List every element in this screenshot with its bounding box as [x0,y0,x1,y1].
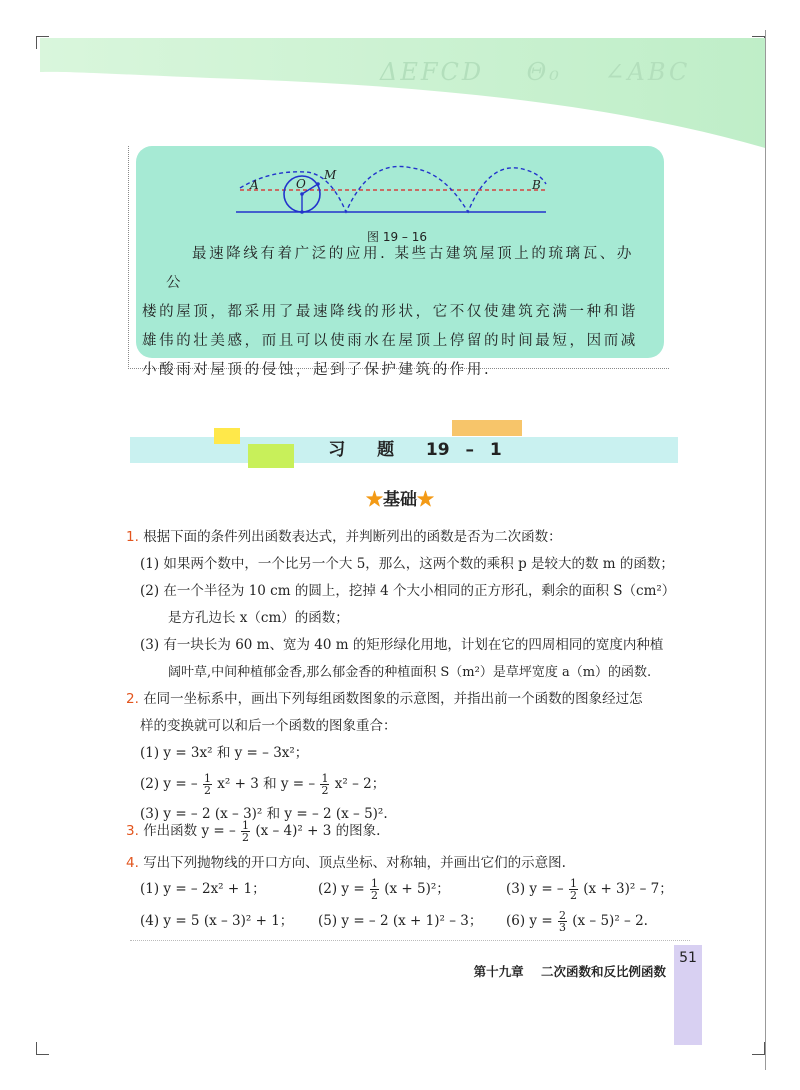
sub-question: (1) y = 3x² 和 y = – 3x²； [140,745,309,761]
decorative-banner [40,38,765,148]
star-icon: ★ [366,490,383,510]
q4-item-3 [506,873,673,905]
fraction [320,773,329,796]
expr-part: 作出函数 y = – [143,823,236,839]
sub-question: (3) y = – 2 (x – 3)² 和 y = – 2 (x – 5)². [140,806,388,822]
question-number: 3. [126,823,139,839]
banner-faint-text: ΔEFCD Θ₀ ∠ABC [380,58,691,86]
footer-rule [130,940,690,942]
decor-block-green [248,444,294,468]
exercise-header-title: 习 题 19 – 1 [328,440,502,460]
question-number: 1. [126,529,139,545]
label-b: B [532,178,541,192]
expr-part: (x – 4)² + 3 的图象. [255,823,381,839]
label-a: A [250,178,259,192]
expr-part: (x – 5)² – 2. [572,913,648,929]
sub-question-cont: 阔叶草,中间种植郁金香,那么郁金香的种植面积 S（m²）是草坪宽度 a（m）的函数. [168,665,652,680]
reading-line: 小酸雨对屋顶的侵蚀，起到了保护建筑的作用. [142,362,492,378]
frac-denominator: 2 [242,831,250,844]
question-stem: 在同一坐标系中，画出下列每组函数图象的示意图，并指出前一个函数的图象经过怎 [143,691,643,707]
sub-question: (2) 在一个半径为 10 cm 的圆上，挖掉 4 个大小相同的正方形孔，剩余的面积 S（cm²） [140,583,676,599]
expr-part: (2) y = [318,881,365,897]
q4-item-2 [318,873,450,905]
question-3 [126,814,686,848]
figure-caption: 图 19 – 16 [367,230,427,244]
question-stem: 写出下列抛物线的开口方向、顶点坐标、对称轴，并画出它们的示意图. [143,855,566,871]
chapter-footer: 第十九章 二次函数和反比例函数 [473,964,666,979]
frac-numerator: 1 [569,877,577,890]
crop-mark-bottom-right [752,1042,765,1055]
fraction [558,910,567,933]
q4-item-4: (4) y = 5 (x – 3)² + 1； [140,913,294,929]
frac-numerator: 1 [242,819,250,832]
fraction [203,773,212,796]
reading-line: 楼的屋顶，都采用了最速降线的形状，它不仅使建筑充满一种和谐 [142,304,638,320]
sub-question: (1) 如果两个数中，一个比另一个大 5，那么，这两个数的乘积 p 是较大的数 m 的函数； [140,556,674,572]
expr-part: x² + 3 和 y = – [217,776,316,792]
question-1 [126,524,686,686]
expr-part: x² – 2； [334,776,386,792]
expr-part: (2) y = – [140,776,198,792]
page-number: 51 [679,950,697,966]
crop-mark-bottom-left [36,1042,49,1055]
question-number: 2. [126,691,139,707]
frac-denominator: 3 [558,921,566,934]
reading-line: 雄伟的壮美感，而且可以使雨水在屋顶上停留的时间最短，因而减 [142,333,638,349]
question-number: 4. [126,855,139,871]
frac-denominator: 2 [321,784,329,797]
frac-denominator: 2 [569,889,577,902]
cycloid-curve [240,166,546,212]
sub-question-cont: 是方孔边长 x（cm）的函数； [168,610,349,626]
fraction [241,820,250,843]
fraction [370,878,379,901]
section-title [330,485,470,510]
star-icon: ★ [417,490,434,510]
sub-question [126,767,686,801]
brachistochrone-figure [230,160,560,222]
expr-part: (6) y = [506,913,553,929]
frac-denominator: 2 [370,889,378,902]
frac-numerator: 1 [370,877,378,890]
q4-item-1: (1) y = – 2x² + 1； [140,881,266,897]
sub-question: (3) 有一块长为 60 m、宽为 40 m 的矩形绿化用地，计划在它的四周相同的宽度内种植 [140,637,664,653]
expr-part: (3) y = – [506,881,564,897]
section-title-text: 基础 [383,490,417,510]
frac-numerator: 2 [558,909,566,922]
question-2 [126,686,686,828]
decor-block-yellow [214,428,240,444]
label-o: O [296,177,306,191]
frac-numerator: 1 [321,772,329,785]
question-stem: 根据下面的条件列出函数表达式，并判断列出的函数是否为二次函数： [143,529,562,545]
reading-line: 最速降线有着广泛的应用. 某些古建筑屋顶上的琉璃瓦、办公 [166,246,634,291]
expr-part: (x + 3)² – 7； [583,881,673,897]
reading-paragraph [142,240,642,385]
right-margin-line [765,30,766,1070]
fraction [569,878,578,901]
decor-block-orange [452,420,522,436]
q4-item-6 [506,905,648,937]
expr-part: (x + 5)²； [384,881,450,897]
q4-item-5: (5) y = – 2 (x + 1)² – 3； [318,913,483,929]
question-stem-cont: 样的变换就可以和后一个函数的图象重合： [140,718,397,734]
frac-numerator: 1 [203,772,211,785]
label-m: M [324,168,337,182]
frac-denominator: 2 [203,784,211,797]
